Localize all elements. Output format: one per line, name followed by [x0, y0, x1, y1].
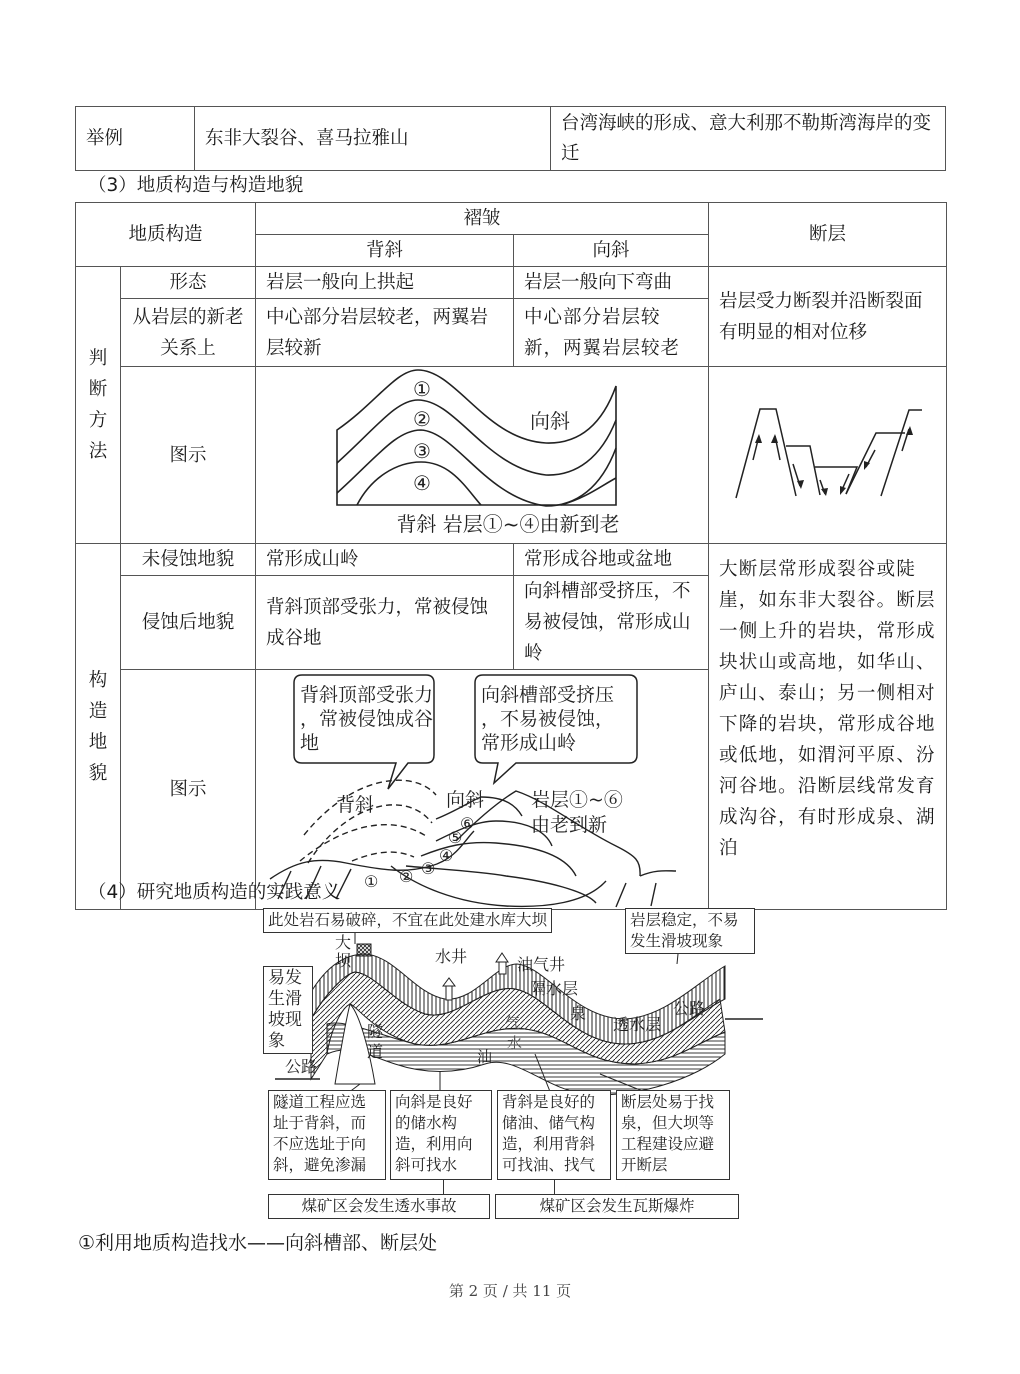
- water-accident-note: 煤矿区会发生透水事故: [268, 1194, 490, 1219]
- header-fold: 褶皱: [256, 203, 709, 235]
- fault-spring-note: 断层处易于找泉，但大坝等工程建设应避开断层: [616, 1090, 730, 1180]
- practice-diagram: [255, 904, 775, 1224]
- eroded-label: 侵蚀后地貌: [121, 576, 256, 670]
- header-syncline: 向斜: [514, 235, 709, 267]
- svg-text:②: ②: [413, 406, 431, 431]
- uneroded-label: 未侵蚀地貌: [121, 544, 256, 576]
- geology-table: [75, 202, 947, 910]
- svg-text:向斜: 向斜: [446, 788, 485, 811]
- svg-text:向斜: 向斜: [530, 408, 571, 433]
- anticline-oil-note: 背斜是良好的储油、储气构造，利用背斜可找油、找气: [497, 1090, 611, 1180]
- svg-text:①: ①: [364, 871, 379, 891]
- fold-diagram: [256, 367, 709, 544]
- svg-text:背斜 岩层①~④由新到老: 背斜 岩层①~④由新到老: [396, 511, 620, 536]
- example-fold: 东非大裂谷、喜马拉雅山: [195, 107, 551, 171]
- example-table: [75, 106, 946, 171]
- form-syncline: 岩层一般向下弯曲: [514, 267, 709, 299]
- svg-text:③: ③: [421, 858, 436, 878]
- point-1-text: ①利用地质构造找水——向斜槽部、断层处: [78, 1232, 438, 1254]
- header-anticline: 背斜: [256, 235, 514, 267]
- spring-label: 泉: [570, 1004, 587, 1023]
- landslide-note: 易发生滑坡现象: [263, 966, 313, 1054]
- svg-text:④: ④: [413, 470, 431, 495]
- landform-diagram-label: 图示: [121, 670, 256, 910]
- tunnel-note: 隧道工程应选址于背斜，而不应选址于向斜，避免渗漏: [268, 1090, 386, 1180]
- svg-text:⑥: ⑥: [460, 813, 475, 833]
- oil-label: 油: [477, 1048, 493, 1066]
- svg-text:背斜顶部受张力，常被侵蚀成谷地: 背斜顶部受张力，常被侵蚀成谷地: [300, 683, 434, 754]
- header-structure: 地质构造: [76, 203, 256, 267]
- svg-text:岩层①~⑥: 岩层①~⑥: [531, 788, 623, 811]
- dam-warning-note: 此处岩石易破碎，不宜在此处建水库大坝: [263, 908, 552, 933]
- section-4-title: （4）研究地质构造的实践意义: [88, 882, 341, 903]
- example-fault: 台湾海峡的形成、意大利那不勒斯湾海岸的变迁: [551, 107, 946, 171]
- judge-group-label: 判 断 方 法: [76, 267, 121, 544]
- form-anticline: 岩层一般向上拱起: [256, 267, 514, 299]
- svg-text:④: ④: [439, 845, 454, 865]
- judge-diagram-label: 图示: [121, 367, 256, 544]
- fault-landform-text: 大断层常形成裂谷或陡崖，如东非大裂谷。断层一侧上升的岩块，常形成块状山或高地，如华山、庐山、泰山；另一侧相对下降的岩块，常形成谷地或低地，如渭河平原、汾河谷地。沿断层线常发育成沟谷，有时形成泉、湖泊: [709, 544, 947, 910]
- road-right-label: 公路: [673, 999, 706, 1018]
- gas-label: 气: [505, 1014, 521, 1032]
- gas-explosion-note: 煤矿区会发生瓦斯爆炸: [495, 1194, 739, 1219]
- svg-text:由老到新: 由老到新: [531, 813, 608, 836]
- water-label: 水: [507, 1034, 523, 1052]
- oil-well-label: 油气井: [517, 955, 566, 974]
- svg-text:②: ②: [399, 866, 414, 886]
- uneroded-syncline: 常形成谷地或盆地: [514, 544, 709, 576]
- svg-text:背斜: 背斜: [336, 793, 375, 816]
- dam-label: 大坝: [335, 933, 352, 970]
- fault-diagram: [709, 367, 947, 544]
- age-anticline: 中心部分岩层较老，两翼岩层较新: [256, 299, 514, 367]
- landform-group-label: 构 造 地 貌: [76, 544, 121, 910]
- fault-diagram-svg: [709, 368, 945, 543]
- form-label: 形态: [121, 267, 256, 299]
- syncline-water-note: 向斜是良好的储水构造，利用向斜可找水: [390, 1090, 492, 1180]
- uneroded-anticline: 常形成山岭: [256, 544, 514, 576]
- age-syncline: 中心部分岩层较新，两翼岩层较老: [514, 299, 709, 367]
- fault-judge-text: 岩层受力断裂并沿断裂面有明显的相对位移: [709, 267, 947, 367]
- svg-text:向斜槽部受挤压，不易被侵蚀，常形成山岭: 向斜槽部受挤压，不易被侵蚀，常形成山岭: [481, 683, 615, 754]
- eroded-syncline: 向斜槽部受挤压，不易被侵蚀，常形成山岭: [514, 576, 709, 670]
- page-footer: 第 2 页 / 共 11 页: [448, 1282, 572, 1300]
- section-3-title: （3）地质构造与构造地貌: [88, 175, 304, 196]
- road-left-label: 公路: [285, 1057, 318, 1076]
- well-label: 水井: [435, 947, 468, 966]
- eroded-anticline: 背斜顶部受张力，常被侵蚀成谷地: [256, 576, 514, 670]
- svg-text:①: ①: [413, 376, 431, 401]
- age-label: 从岩层的新老关系上: [121, 299, 256, 367]
- svg-text:⑤: ⑤: [448, 827, 463, 847]
- fold-diagram-svg: [256, 368, 708, 543]
- erosion-diagram: [256, 670, 709, 910]
- erosion-diagram-svg: [256, 671, 708, 909]
- header-fault: 断层: [709, 203, 947, 267]
- aquiclude-label: 隔水层: [530, 979, 579, 998]
- aquifer-label: 透水层: [613, 1015, 662, 1034]
- example-label: 举例: [76, 107, 195, 171]
- stable-layer-note: 岩层稳定，不易发生滑坡现象: [625, 908, 755, 954]
- tunnel-label: 隧道: [367, 1022, 384, 1061]
- svg-text:③: ③: [413, 438, 431, 463]
